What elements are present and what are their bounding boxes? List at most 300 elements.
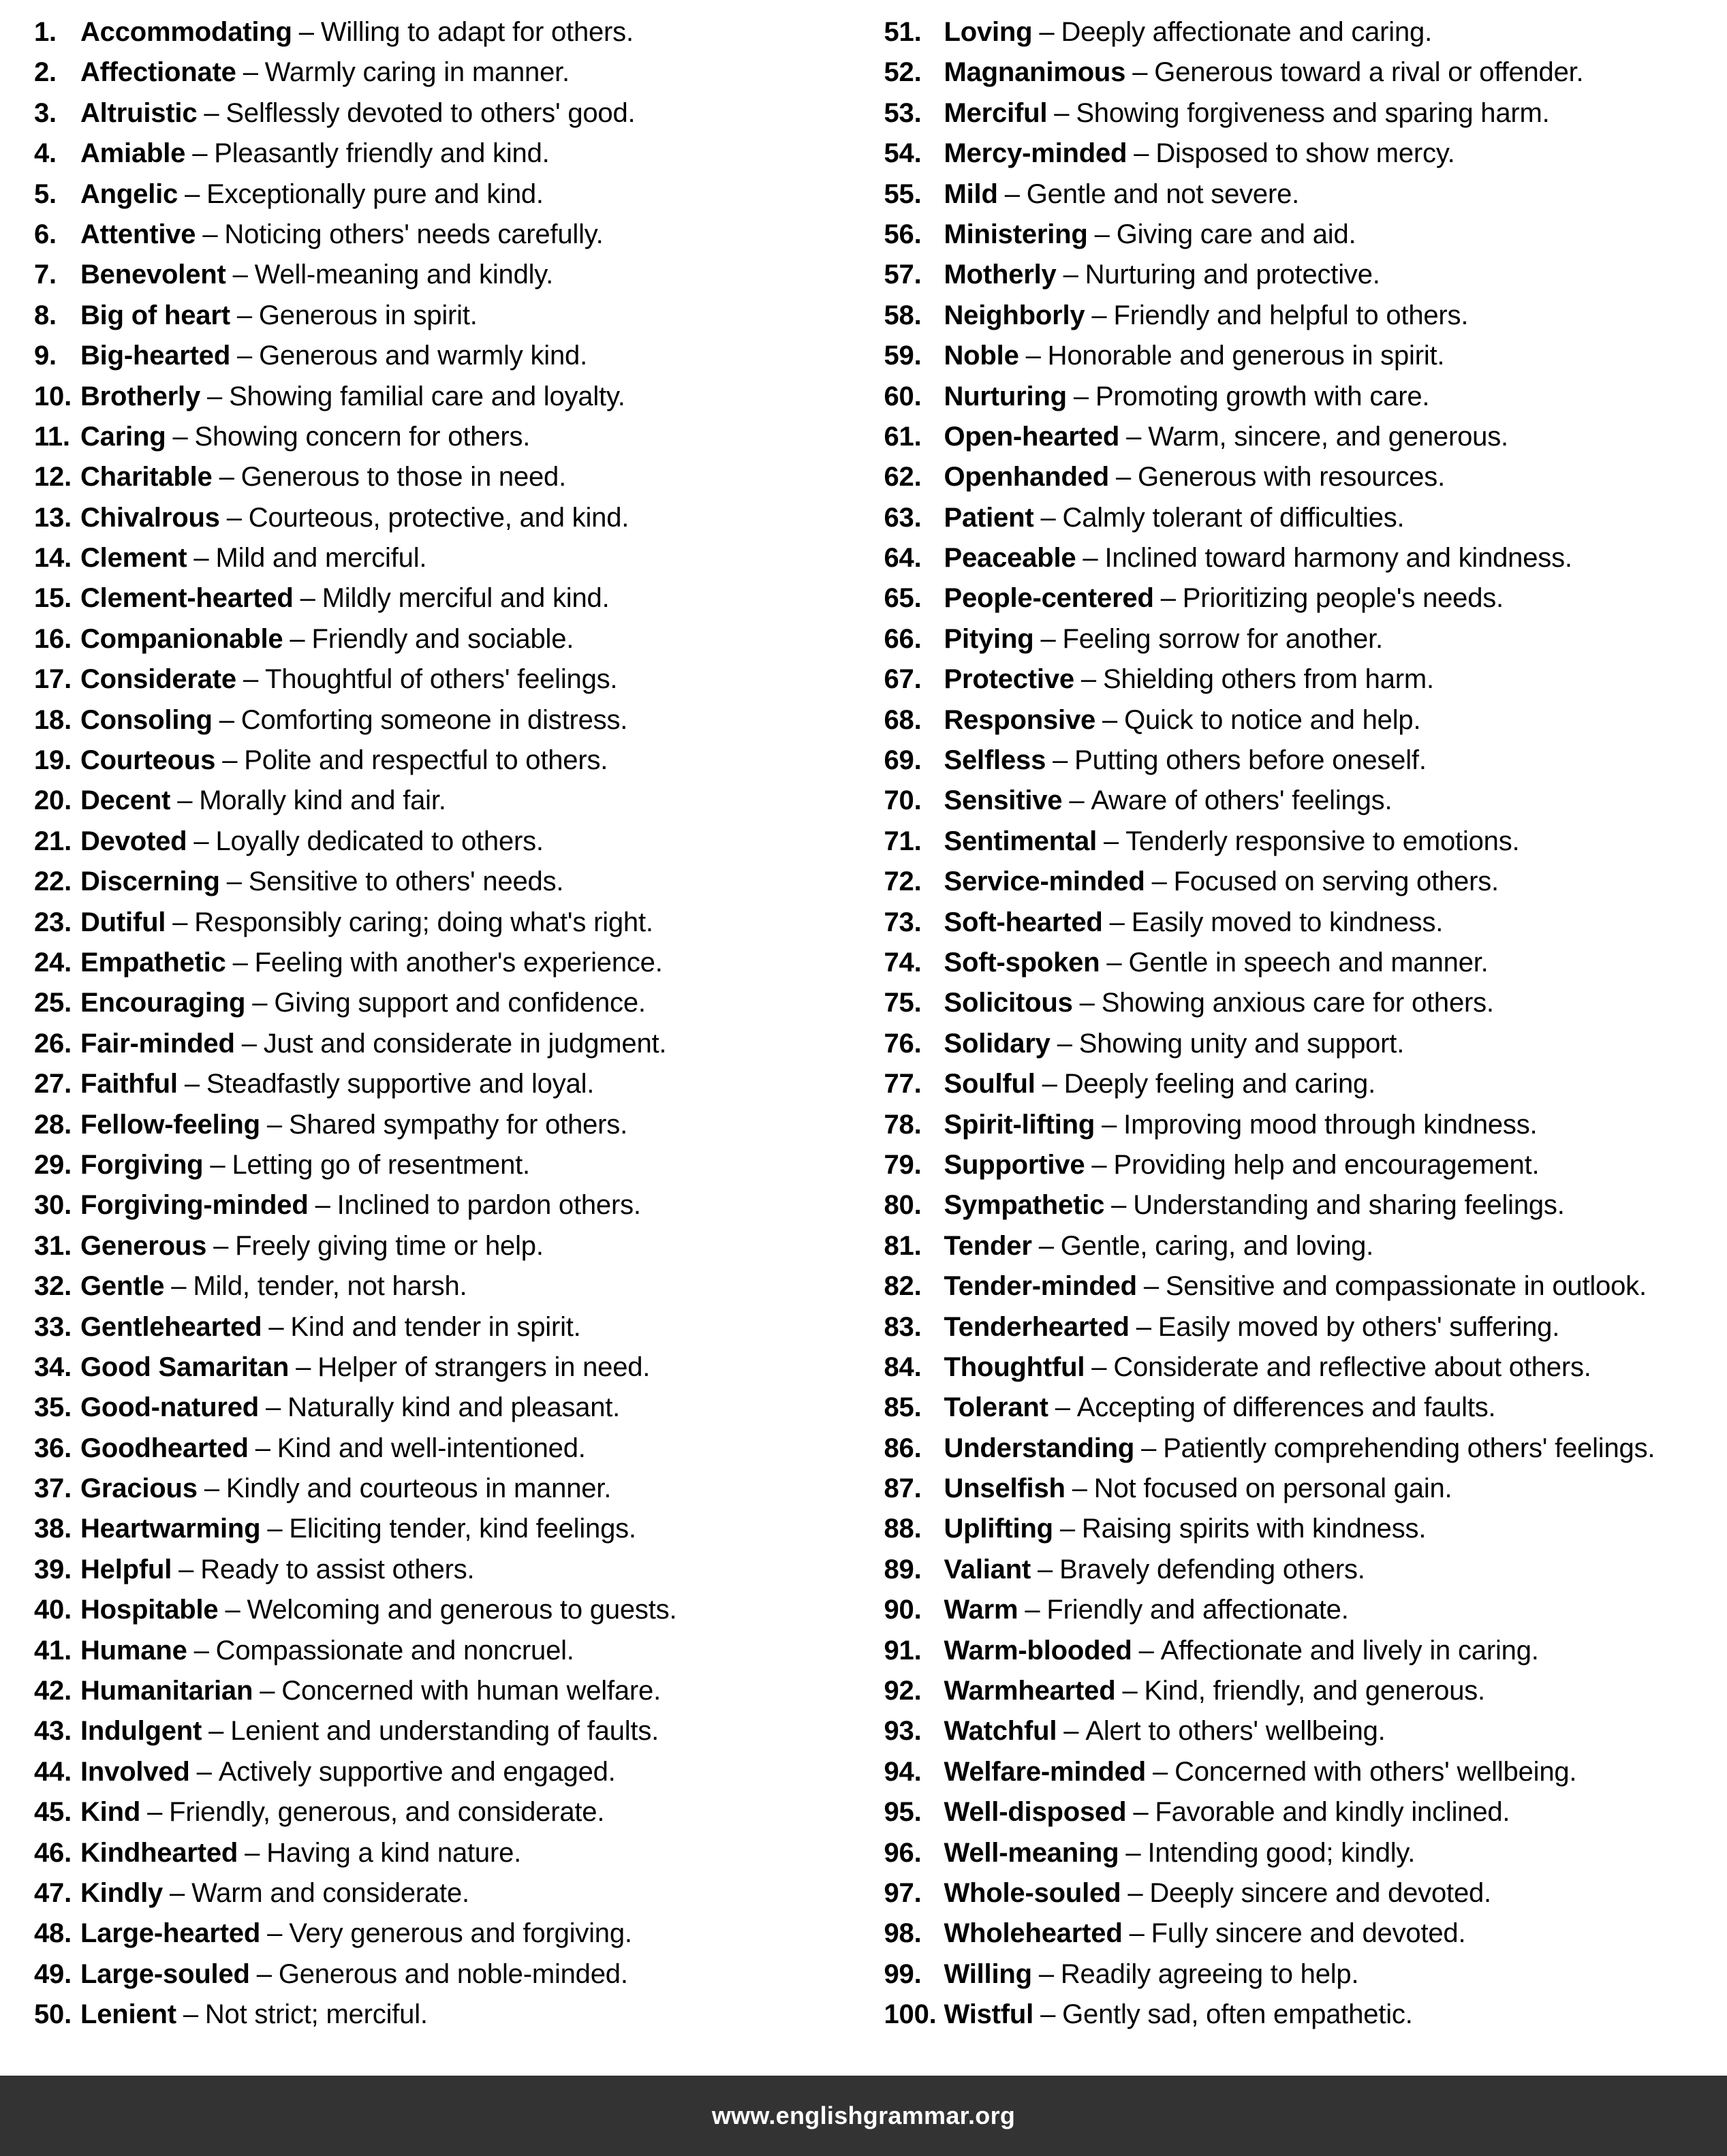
list-item-number: 35.: [34, 1392, 72, 1423]
list-item-separator: –: [1059, 1514, 1075, 1544]
list-item: [18, 822, 857, 862]
list-item-definition: Shielding others from harm.: [1102, 664, 1434, 695]
list-item: [876, 1833, 1710, 1873]
list-item-definition: Eliciting tender, kind feelings.: [289, 1514, 636, 1544]
list-item: [18, 1024, 857, 1064]
list-item-definition: Feeling with another's experience.: [254, 947, 663, 978]
list-item-number: 75.: [884, 988, 922, 1018]
list-item-term: Noble: [944, 341, 1019, 371]
list-item-separator: –: [183, 1999, 198, 2030]
list-item-number: 81.: [884, 1230, 922, 1261]
list-item: [18, 1388, 857, 1428]
list-item-term: Consoling: [80, 704, 213, 735]
list-item-term: Devoted: [80, 826, 187, 856]
list-item: [18, 781, 857, 821]
list-item: [876, 619, 1710, 659]
list-item-separator: –: [1132, 57, 1148, 88]
list-item: [876, 255, 1710, 295]
list-item-number: 22.: [34, 866, 72, 897]
list-item: [876, 296, 1710, 336]
list-item-separator: –: [1134, 138, 1149, 169]
list-item-number: 36.: [34, 1433, 72, 1463]
list-item-definition: Deeply sincere and devoted.: [1149, 1877, 1491, 1908]
list-item-number: 58.: [884, 300, 922, 330]
list-item-definition: Deeply feeling and caring.: [1063, 1069, 1376, 1099]
list-item-definition: Shared sympathy for others.: [288, 1109, 627, 1140]
list-item-definition: Affectionate and lively in caring.: [1160, 1635, 1539, 1666]
list-item-term: Tender-minded: [944, 1271, 1137, 1302]
list-item-separator: –: [241, 1028, 257, 1059]
list-item-separator: –: [1091, 1149, 1107, 1180]
list-item-definition: Inclined toward harmony and kindness.: [1104, 543, 1572, 574]
list-item-definition: Showing concern for others.: [194, 421, 531, 452]
list-item-term: Empathetic: [80, 947, 226, 978]
list-item-number: 43.: [34, 1716, 72, 1747]
list-item-separator: –: [1125, 1837, 1141, 1868]
list-item-definition: Very generous and forgiving.: [289, 1918, 632, 1949]
list-item-definition: Concerned with others' wellbeing.: [1174, 1756, 1577, 1787]
list-item-number: 94.: [884, 1756, 922, 1787]
list-item-separator: –: [1072, 1473, 1087, 1504]
list-item-separator: –: [170, 1877, 185, 1908]
list-item-number: 46.: [34, 1837, 72, 1868]
list-item-term: Courteous: [80, 745, 216, 776]
list-item: [18, 659, 857, 700]
list-item: [18, 538, 857, 578]
list-item: [876, 1388, 1710, 1428]
list-item: [18, 619, 857, 659]
list-item: [18, 1792, 857, 1832]
list-item: [18, 1428, 857, 1469]
list-item-number: 24.: [34, 947, 72, 978]
list-item-number: 32.: [34, 1271, 72, 1302]
list-item-term: Kind: [80, 1797, 141, 1828]
list-item: [18, 1509, 857, 1549]
list-item: [18, 174, 857, 215]
list-item-term: Clement: [80, 543, 187, 574]
list-item-term: Faithful: [80, 1069, 178, 1099]
list-item-separator: –: [1038, 1958, 1054, 1989]
list-item: [876, 1954, 1710, 1995]
list-item-definition: Warm, sincere, and generous.: [1148, 421, 1508, 452]
list-item-number: 4.: [34, 138, 57, 169]
list-item-term: Willing: [944, 1958, 1032, 1989]
list-item-number: 84.: [884, 1352, 922, 1382]
list-item-separator: –: [1129, 1918, 1145, 1949]
list-item-definition: Promoting growth with care.: [1095, 381, 1430, 411]
list-item: [876, 983, 1710, 1023]
list-item: [876, 1469, 1710, 1509]
list-item-number: 8.: [34, 300, 57, 330]
list-item-number: 45.: [34, 1797, 72, 1828]
list-item-definition: Nurturing and protective.: [1085, 260, 1380, 290]
list-item-term: Wistful: [944, 1999, 1034, 2030]
list-item-separator: –: [290, 623, 305, 654]
list-item-separator: –: [260, 1676, 275, 1706]
list-item-definition: Kindly and courteous in manner.: [225, 1473, 612, 1504]
list-item-separator: –: [225, 1595, 240, 1625]
list-item-definition: Exceptionally pure and kind.: [206, 178, 544, 209]
list-item-separator: –: [1111, 1190, 1127, 1221]
list-item-term: Mercy-minded: [944, 138, 1127, 169]
list-item: [876, 174, 1710, 215]
list-item-definition: Loyally dedicated to others.: [215, 826, 544, 856]
list-item-separator: –: [243, 664, 259, 695]
list-item-separator: –: [298, 17, 314, 47]
list-item-number: 64.: [884, 543, 922, 574]
list-item-term: Companionable: [80, 623, 283, 654]
list-item-definition: Just and considerate in judgment.: [263, 1028, 667, 1059]
list-item-number: 57.: [884, 260, 922, 290]
list-item-number: 53.: [884, 97, 922, 128]
list-item-definition: Inclined to pardon others.: [337, 1190, 641, 1221]
list-item-term: Well-meaning: [944, 1837, 1119, 1868]
list-item: [18, 93, 857, 134]
list-item-term: Good Samaritan: [80, 1352, 290, 1382]
list-item-separator: –: [208, 1716, 224, 1747]
list-item-term: Indulgent: [80, 1716, 202, 1747]
list-item: [18, 1185, 857, 1225]
list-item-separator: –: [171, 1271, 187, 1302]
list-item-number: 73.: [884, 907, 922, 937]
list-item-term: Caring: [80, 421, 166, 452]
list-item-separator: –: [193, 543, 209, 574]
list-item: [876, 1226, 1710, 1266]
list-item-term: Understanding: [944, 1433, 1135, 1463]
list-item: [876, 1913, 1710, 1954]
list-item-number: 87.: [884, 1473, 922, 1504]
list-item-number: 60.: [884, 381, 922, 411]
list-item-term: Patient: [944, 502, 1034, 533]
list-item-term: Forgiving-minded: [80, 1190, 309, 1221]
list-item-number: 76.: [884, 1028, 922, 1059]
list-item-number: 1.: [34, 17, 57, 47]
list-item: [18, 903, 857, 943]
list-item-separator: –: [1025, 341, 1041, 371]
list-item-number: 67.: [884, 664, 922, 695]
list-item-term: Fellow-feeling: [80, 1109, 260, 1140]
list-item-separator: –: [267, 1514, 283, 1544]
list-item-definition: Noticing others' needs carefully.: [224, 219, 604, 249]
list-item-number: 34.: [34, 1352, 72, 1382]
list-item-separator: –: [1025, 1595, 1040, 1625]
list-item-term: Big-hearted: [80, 341, 231, 371]
list-item-term: Large-souled: [80, 1958, 250, 1989]
list-item-number: 95.: [884, 1797, 922, 1828]
list-item-term: Amiable: [80, 138, 186, 169]
list-item-definition: Showing unity and support.: [1078, 1028, 1405, 1059]
list-item: [18, 1064, 857, 1104]
list-item-term: Solicitous: [944, 988, 1073, 1018]
list-item-separator: –: [177, 785, 193, 816]
list-item-separator: –: [204, 97, 219, 128]
list-item-number: 40.: [34, 1595, 72, 1625]
list-item-term: Sympathetic: [944, 1190, 1105, 1221]
list-item-term: Magnanimous: [944, 57, 1126, 88]
list-item-separator: –: [1040, 502, 1056, 533]
list-item-number: 62.: [884, 462, 922, 493]
list-item: [876, 1550, 1710, 1590]
list-item-separator: –: [1040, 623, 1056, 654]
list-item-separator: –: [300, 583, 315, 614]
list-item: [876, 862, 1710, 902]
list-item: [18, 134, 857, 174]
list-item-definition: Easily moved to kindness.: [1131, 907, 1444, 937]
list-item-separator: –: [147, 1797, 163, 1828]
list-item-definition: Generous toward a rival or offender.: [1154, 57, 1584, 88]
list-item-separator: –: [1094, 219, 1110, 249]
list-item-definition: Friendly and sociable.: [311, 623, 574, 654]
list-item-term: Welfare-minded: [944, 1756, 1147, 1787]
footer-url: www.englishgrammar.org: [711, 2102, 1016, 2129]
list-item-definition: Favorable and kindly inclined.: [1155, 1797, 1510, 1828]
list-item-definition: Accepting of differences and faults.: [1076, 1392, 1496, 1423]
list-item-term: Angelic: [80, 178, 178, 209]
list-item-definition: Giving support and confidence.: [274, 988, 646, 1018]
list-item-definition: Not focused on personal gain.: [1093, 1473, 1452, 1504]
list-item-definition: Quick to notice and help.: [1124, 704, 1421, 735]
list-item: [876, 12, 1710, 52]
list-item-separator: –: [266, 1392, 281, 1423]
list-item-definition: Giving care and aid.: [1116, 219, 1356, 249]
list-item-term: Loving: [944, 17, 1033, 47]
list-item-number: 77.: [884, 1069, 922, 1099]
list-item-term: Gentlehearted: [80, 1311, 262, 1342]
list-item-number: 99.: [884, 1958, 922, 1989]
list-item-term: Warm-blooded: [944, 1635, 1132, 1666]
list-item: [18, 457, 857, 497]
list-item: [18, 862, 857, 902]
list-item-separator: –: [1038, 1554, 1053, 1584]
list-item-separator: –: [315, 1190, 330, 1221]
list-item: [876, 781, 1710, 821]
list-item-number: 74.: [884, 947, 922, 978]
list-item-separator: –: [236, 300, 252, 330]
list-item-term: Supportive: [944, 1149, 1085, 1180]
list-item-number: 100.: [884, 1999, 937, 2030]
list-item-number: 2.: [34, 57, 57, 88]
list-item-separator: –: [1122, 1676, 1138, 1706]
list-item: [18, 1913, 857, 1954]
list-item-term: Merciful: [944, 97, 1048, 128]
list-item-separator: –: [226, 502, 242, 533]
list-item-term: Gentle: [80, 1271, 165, 1302]
list-item-term: Uplifting: [944, 1514, 1053, 1544]
list-item-term: Chivalrous: [80, 502, 220, 533]
list-item-separator: –: [226, 866, 242, 897]
list-item-term: Peaceable: [944, 543, 1076, 574]
list-item-term: Warmhearted: [944, 1676, 1116, 1706]
list-item-definition: Pleasantly friendly and kind.: [214, 138, 550, 169]
list-item-definition: Sensitive and compassionate in outlook.: [1165, 1271, 1647, 1302]
list-item-separator: –: [219, 704, 234, 735]
list-item-number: 9.: [34, 341, 57, 371]
list-item-separator: –: [202, 219, 218, 249]
list-item-definition: Focused on serving others.: [1173, 866, 1499, 897]
list-item-separator: –: [193, 826, 209, 856]
list-item: [18, 296, 857, 336]
list-item-definition: Friendly and affectionate.: [1046, 1595, 1349, 1625]
list-item-term: Motherly: [944, 260, 1057, 290]
list-item-term: Big of heart: [80, 300, 230, 330]
list-item-term: Warm: [944, 1595, 1018, 1625]
list-item-number: 42.: [34, 1676, 72, 1706]
list-item-number: 13.: [34, 502, 72, 533]
list-item-number: 79.: [884, 1149, 922, 1180]
list-item: [876, 1064, 1710, 1104]
list-item-separator: –: [1042, 1069, 1057, 1099]
list-item-definition: Showing familial care and loyalty.: [229, 381, 625, 411]
list-item: [18, 1145, 857, 1185]
list-item-definition: Actively supportive and engaged.: [218, 1756, 616, 1787]
list-item: [876, 1145, 1710, 1185]
list-item: [18, 1631, 857, 1671]
list-item-separator: –: [1102, 704, 1118, 735]
list-item-definition: Fully sincere and devoted.: [1151, 1918, 1466, 1949]
list-item-number: 12.: [34, 462, 72, 493]
list-item: [18, 700, 857, 740]
list-item-definition: Concerned with human welfare.: [281, 1676, 661, 1706]
list-item-number: 86.: [884, 1433, 922, 1463]
list-item-number: 29.: [34, 1149, 72, 1180]
list-item: [876, 1347, 1710, 1388]
list-item-separator: –: [1063, 260, 1078, 290]
list-item-term: Ministering: [944, 219, 1088, 249]
list-item-number: 47.: [34, 1877, 72, 1908]
list-item: [876, 1752, 1710, 1792]
list-item-term: Considerate: [80, 664, 236, 695]
list-item: [18, 1873, 857, 1913]
list-item-term: Pitying: [944, 623, 1034, 654]
list-item-term: Open-hearted: [944, 421, 1120, 452]
list-item: [876, 417, 1710, 457]
list-item: [18, 1954, 857, 1995]
list-item-number: 90.: [884, 1595, 922, 1625]
list-item-term: Large-hearted: [80, 1918, 261, 1949]
list-item-separator: –: [1102, 1109, 1117, 1140]
list-item-term: Solidary: [944, 1028, 1051, 1059]
list-item: [876, 659, 1710, 700]
list-item-term: Kindly: [80, 1877, 164, 1908]
list-item: [18, 377, 857, 417]
list-item-number: 83.: [884, 1311, 922, 1342]
list-item-term: Sentimental: [944, 826, 1098, 856]
list-item-term: Clement-hearted: [80, 583, 294, 614]
list-item-term: Soulful: [944, 1069, 1036, 1099]
list-item-separator: –: [1069, 785, 1085, 816]
list-item-number: 56.: [884, 219, 922, 249]
list-item-number: 98.: [884, 1918, 922, 1949]
list-item: [876, 740, 1710, 781]
list-item-separator: –: [1151, 866, 1167, 897]
list-item-definition: Kind and tender in spirit.: [290, 1311, 581, 1342]
list-item-definition: Compassionate and noncruel.: [215, 1635, 574, 1666]
list-item-number: 69.: [884, 745, 922, 776]
list-item-term: Soft-spoken: [944, 947, 1100, 978]
list-item: [18, 740, 857, 781]
list-item-definition: Generous to those in need.: [240, 462, 567, 493]
list-item-term: Humane: [80, 1635, 187, 1666]
list-item-number: 66.: [884, 623, 922, 654]
list-item-definition: Generous in spirit.: [258, 300, 478, 330]
right-column: [864, 12, 1710, 2076]
list-item-separator: –: [1141, 1433, 1157, 1463]
list-item-separator: –: [1160, 583, 1176, 614]
list-item-separator: –: [1038, 1230, 1054, 1261]
list-item-term: Watchful: [944, 1716, 1057, 1747]
list-item-definition: Mild, tender, not harsh.: [193, 1271, 467, 1302]
list-item-number: 63.: [884, 502, 922, 533]
list-item: [18, 1307, 857, 1347]
list-item-definition: Willing to adapt for others.: [320, 17, 634, 47]
list-item-number: 50.: [34, 1999, 72, 2030]
list-item: [876, 1509, 1710, 1549]
list-item-separator: –: [243, 57, 258, 88]
list-item-definition: Responsibly caring; doing what's right.: [194, 907, 653, 937]
list-item-separator: –: [255, 1433, 270, 1463]
list-item-number: 31.: [34, 1230, 72, 1261]
list-item: [876, 1631, 1710, 1671]
list-item-separator: –: [204, 1473, 219, 1504]
list-item: [18, 1590, 857, 1630]
list-item-number: 21.: [34, 826, 72, 856]
list-item-term: Hospitable: [80, 1595, 219, 1625]
list-item: [876, 1711, 1710, 1751]
list-item: [876, 1105, 1710, 1145]
list-item-definition: Showing forgiveness and sparing harm.: [1076, 97, 1550, 128]
list-item-separator: –: [1126, 421, 1142, 452]
list-item-definition: Raising spirits with kindness.: [1081, 1514, 1427, 1544]
list-item-separator: –: [1091, 300, 1107, 330]
list-item-number: 33.: [34, 1311, 72, 1342]
list-item-number: 7.: [34, 260, 57, 290]
list-item-separator: –: [222, 745, 238, 776]
list-item-definition: Putting others before oneself.: [1074, 745, 1427, 776]
list-item-definition: Letting go of resentment.: [232, 1149, 530, 1180]
list-item-term: Wholehearted: [944, 1918, 1123, 1949]
list-item-definition: Naturally kind and pleasant.: [287, 1392, 621, 1423]
list-item-separator: –: [1004, 178, 1020, 209]
list-item-separator: –: [296, 1352, 311, 1382]
list-item: [18, 943, 857, 983]
list-item-number: 55.: [884, 178, 922, 209]
list-item: [18, 1266, 857, 1307]
list-item-definition: Tenderly responsive to emotions.: [1125, 826, 1520, 856]
list-item-definition: Generous and warmly kind.: [259, 341, 587, 371]
list-item-separator: –: [172, 907, 188, 937]
list-item-separator: –: [1039, 17, 1055, 47]
list-item-definition: Deeply affectionate and caring.: [1061, 17, 1432, 47]
list-item: [876, 1185, 1710, 1225]
list-item: [18, 1469, 857, 1509]
list-item: [18, 1711, 857, 1751]
list-item-term: Soft-hearted: [944, 907, 1103, 937]
list-item-number: 30.: [34, 1190, 72, 1221]
list-item-separator: –: [1053, 745, 1068, 776]
list-item: [18, 12, 857, 52]
list-item: [18, 1995, 857, 2035]
list-item: [18, 1671, 857, 1711]
list-item-term: Well-disposed: [944, 1797, 1127, 1828]
list-item-number: 44.: [34, 1756, 72, 1787]
list-item-term: Brotherly: [80, 381, 201, 411]
list-item-definition: Prioritizing people's needs.: [1182, 583, 1504, 614]
list-item-number: 72.: [884, 866, 922, 897]
list-item-number: 17.: [34, 664, 72, 695]
list-item: [18, 1226, 857, 1266]
list-item-separator: –: [1104, 826, 1119, 856]
list-item: [876, 700, 1710, 740]
